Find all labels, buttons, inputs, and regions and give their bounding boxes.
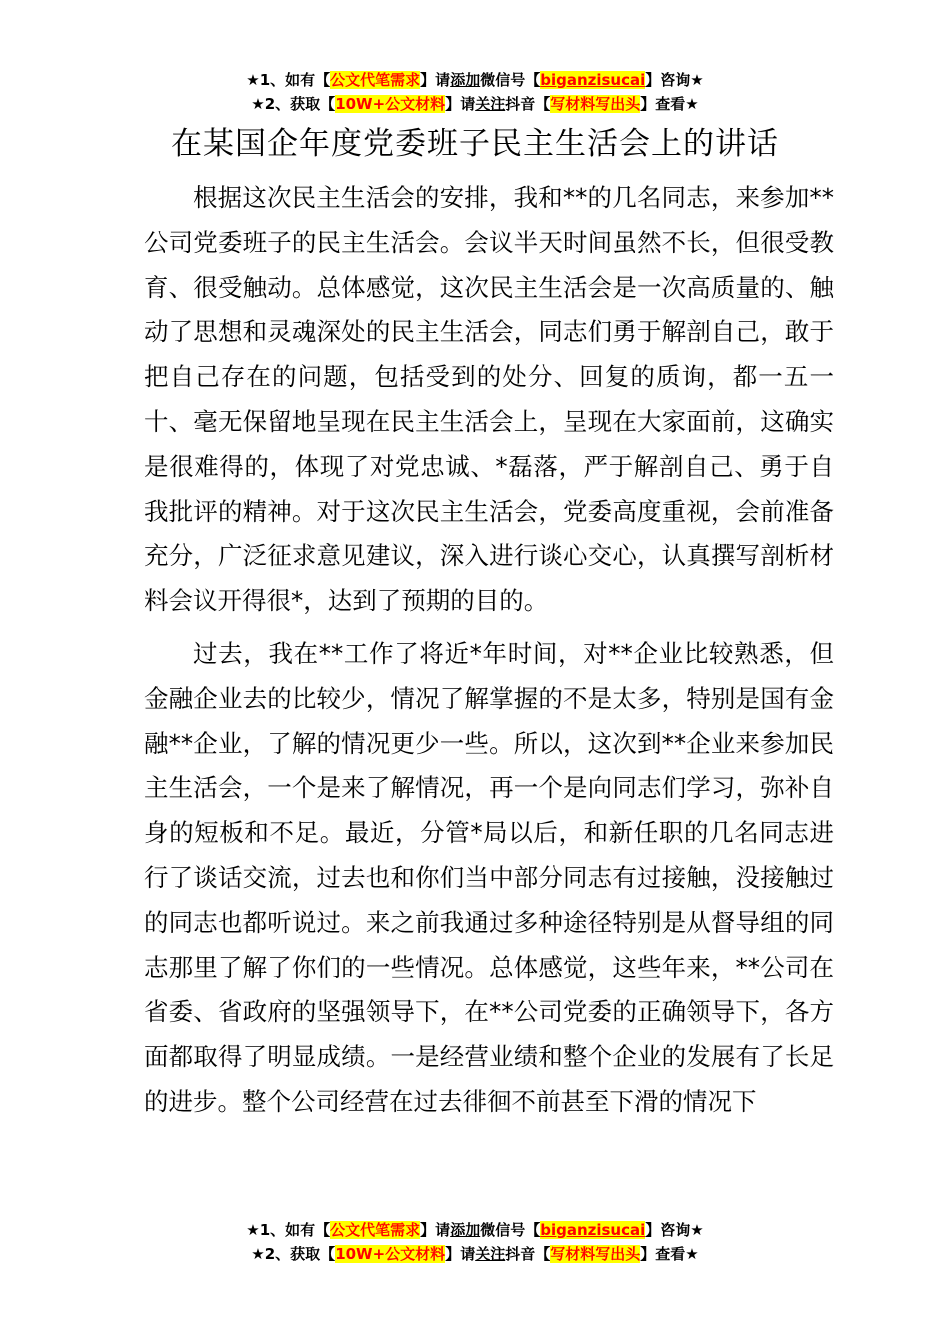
banner-highlight-writing-service: 公文代笔需求 (330, 1221, 421, 1239)
banner-highlight-writing-service: 公文代笔需求 (330, 71, 421, 89)
banner-text-underlined: 关注 (475, 1245, 506, 1263)
banner-highlight-materials: 10W+公文材料 (335, 1245, 446, 1263)
banner-highlight-materials: 10W+公文材料 (335, 95, 446, 113)
banner-highlight-douyin-account: 写材料写出头 (550, 1245, 641, 1263)
paragraph-2: 过去，我在**工作了将近*年时间，对**企业比较熟悉，但金融企业去的比较少，情况了解掌握的不是太多，特别是国有金融**企业，了解的情况更少一些。所以，这次到**企业来参加民主生活会，一个是来了解情况，再一个是向同志们学习，弥补自身的短板和不足。最近，分管*局以后，和新任职的几名同志进行了谈话交流，过去也和你们当中部分同志有过接触，没接触过的同志也都听说过。来之前我通过多种途径特别是从督导组的同志那里了解了你们的一些情况。总体感觉，这些年来，**公司在省委、省政府的坚强领导下，在**公司党委的正确领导下，各方面都取得了明显成绩。一是经营业绩和整个企业的发展有了长足的进步。整个公司经营在过去徘徊不前甚至下滑的情况下 (144, 638, 834, 1116)
banner-text: ★2、获取【 (251, 1245, 336, 1263)
wechat-id-link[interactable]: biganzisucai (540, 71, 646, 89)
banner-text: ★1、如有【 (246, 1221, 331, 1239)
banner-text: 】请 (420, 1221, 451, 1239)
banner-text: 微信号【 (480, 71, 541, 89)
banner-text: ★1、如有【 (246, 71, 331, 89)
wechat-id-link[interactable]: biganzisucai (540, 1221, 646, 1239)
banner-text: ★2、获取【 (251, 95, 336, 113)
banner-text: 抖音【 (505, 1245, 551, 1263)
banner-text: 】请 (420, 71, 451, 89)
banner-text: 抖音【 (505, 95, 551, 113)
banner-text-underlined: 关注 (475, 95, 506, 113)
bottom-promo-banner (0, 1218, 950, 1266)
paragraph-1: 根据这次民主生活会的安排，我和**的几名同志，来参加**公司党委班子的民主生活会。会议半天时间虽然不长，但很受教育、很受触动。总体感觉，这次民主生活会是一次高质量的、触动了思想和灵魂深处的民主生活会，同志们勇于解剖自己，敢于把自己存在的问题，包括受到的处分、回复的质询，都一五一十、毫无保留地呈现在民主生活会上，呈现在大家面前，这确实是很难得的，体现了对党忠诚、*磊落，严于解剖自己、勇于自我批评的精神。对于这次民主生活会，党委高度重视，会前准备充分，广泛征求意见建议，深入进行谈心交心，认真撰写剖析材料会议开得很*，达到了预期的目的。 (144, 183, 834, 616)
banner-text: 】咨询★ (645, 1221, 704, 1239)
document-body (144, 176, 834, 1125)
banner-text: 】请 (445, 1245, 476, 1263)
bottom-banner-line-2 (0, 1242, 950, 1266)
top-banner-line-1 (0, 68, 950, 92)
banner-text: 】咨询★ (645, 71, 704, 89)
banner-text: 】请 (445, 95, 476, 113)
banner-text: 】查看★ (640, 95, 699, 113)
banner-text-underlined: 添加 (450, 1221, 481, 1239)
banner-highlight-douyin-account: 写材料写出头 (550, 95, 641, 113)
top-promo-banner (0, 68, 950, 116)
top-banner-line-2 (0, 92, 950, 116)
banner-text: 】查看★ (640, 1245, 699, 1263)
bottom-banner-line-1 (0, 1218, 950, 1242)
banner-text-underlined: 添加 (450, 71, 481, 89)
document-title: 在某国企年度党委班子民主生活会上的讲话 (171, 126, 779, 162)
banner-text: 微信号【 (480, 1221, 541, 1239)
